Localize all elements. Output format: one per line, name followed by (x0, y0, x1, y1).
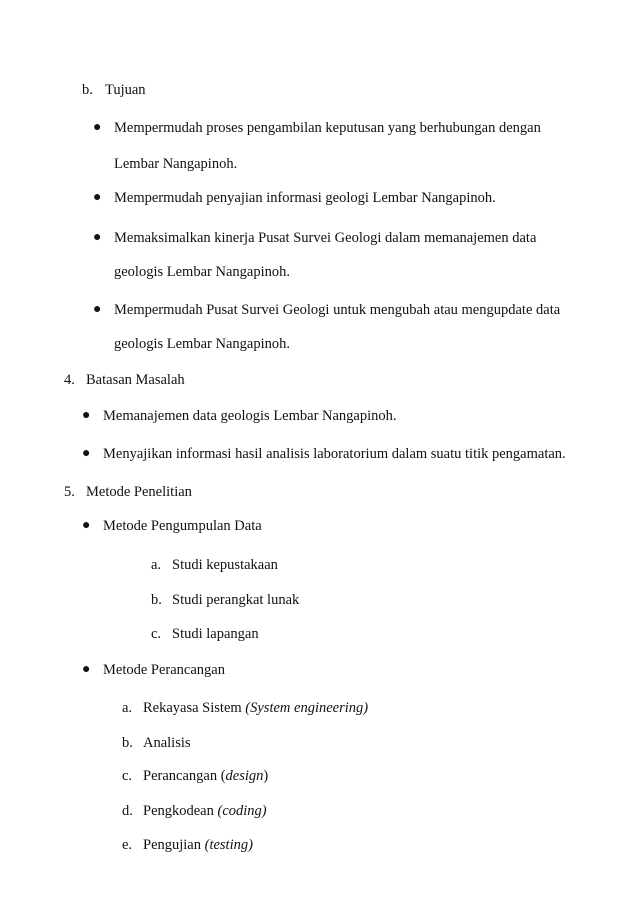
batasan-item-1: Memanajemen data geologis Lembar Nangapinoh. (103, 408, 397, 424)
tujuan-item-3-line-2: geologis Lembar Nangapinoh. (114, 264, 290, 280)
bullet-icon: ● (93, 230, 102, 245)
batasan-heading: Batasan Masalah (86, 372, 185, 388)
perancangan-item-b-marker: b. (122, 735, 133, 751)
perancangan-label: Metode Perancangan (103, 662, 225, 678)
batasan-item-2: Menyajikan informasi hasil analisis laboratorium dalam suatu titik pengamatan. (103, 446, 566, 462)
perancangan-item-b: Analisis (143, 735, 191, 751)
tujuan-marker: b. (82, 82, 93, 98)
tujuan-item-1-line-2: Lembar Nangapinoh. (114, 156, 238, 172)
pengumpulan-label: Metode Pengumpulan Data (103, 518, 262, 534)
pengumpulan-item-c: Studi lapangan (172, 626, 259, 642)
perancangan-item-c-marker: c. (122, 768, 133, 784)
bullet-icon: ● (82, 518, 91, 533)
perancangan-item-d: Pengkodean (coding) (143, 803, 267, 819)
tujuan-item-2-line-1: Mempermudah penyajian informasi geologi Lembar Nangapinoh. (114, 190, 496, 206)
bullet-icon: ● (82, 446, 91, 461)
perancangan-item-a: Rekayasa Sistem (System engineering) (143, 700, 369, 716)
perancangan-item-a-marker: a. (122, 700, 133, 716)
perancangan-item-c: Perancangan (design) (143, 768, 269, 784)
tujuan-item-1-line-1: Mempermudah proses pengambilan keputusan yang berhubungan dengan (114, 120, 541, 136)
pengumpulan-item-b: Studi perangkat lunak (172, 592, 300, 608)
batasan-marker: 4. (64, 372, 75, 388)
bullet-icon: ● (93, 120, 102, 135)
tujuan-heading: Tujuan (105, 82, 146, 98)
metode-marker: 5. (64, 484, 75, 500)
tujuan-item-4-line-1: Mempermudah Pusat Survei Geologi untuk mengubah atau mengupdate data (114, 302, 561, 318)
bullet-icon: ● (82, 662, 91, 677)
tujuan-item-3-line-1: Memaksimalkan kinerja Pusat Survei Geologi dalam memanajemen data (114, 230, 537, 246)
bullet-icon: ● (93, 190, 102, 205)
perancangan-item-e: Pengujian (testing) (143, 837, 253, 853)
pengumpulan-item-b-marker: b. (151, 592, 162, 608)
metode-heading: Metode Penelitian (86, 484, 192, 500)
perancangan-item-e-marker: e. (122, 837, 133, 853)
bullet-icon: ● (93, 302, 102, 317)
bullet-icon: ● (82, 408, 91, 423)
pengumpulan-item-a-marker: a. (151, 557, 162, 573)
pengumpulan-item-c-marker: c. (151, 626, 162, 642)
perancangan-item-d-marker: d. (122, 803, 133, 819)
pengumpulan-item-a: Studi kepustakaan (172, 557, 278, 573)
tujuan-item-4-line-2: geologis Lembar Nangapinoh. (114, 336, 290, 352)
